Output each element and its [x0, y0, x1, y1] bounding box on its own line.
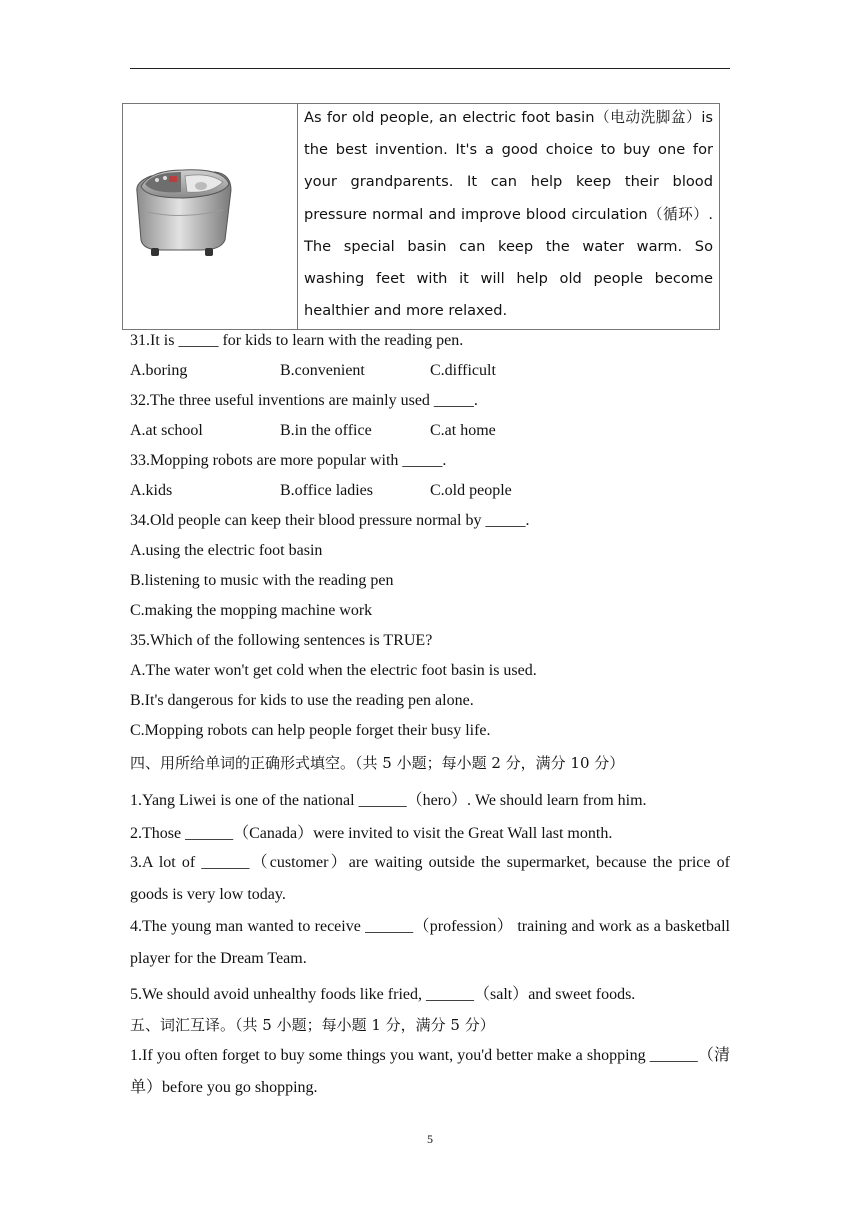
question-32-stem: 32.The three useful inventions are mainly used _____. [130, 392, 478, 409]
section-5-heading: 五、词汇互译。（共 5 小题；每小题 1 分，满分 5 分） [130, 1016, 495, 1034]
section-4-item-3: 3.A lot of ______（customer）are waiting outside the supermarket, because the price of goods is very low today. [130, 854, 730, 903]
question-34-option-b: B.listening to music with the reading pen [130, 572, 394, 589]
question-31-option-a: A.boring [130, 362, 188, 379]
question-32-option-b: B.in the office [280, 422, 372, 439]
question-35-option-c: C.Mopping robots can help people forget their busy life. [130, 722, 491, 739]
question-31-option-c: C.difficult [430, 362, 496, 379]
section-4-heading: 四、用所给单词的正确形式填空。（共 5 小题；每小题 2 分，满分 10 分） [130, 754, 625, 772]
section-5-item-1: 1.If you often forget to buy some things you want, you'd better make a shopping ______（清单）before you go shopping. [130, 1047, 730, 1096]
question-34-option-c: C.making the mopping machine work [130, 602, 373, 619]
passage-text-cell [298, 104, 719, 329]
section-4-item-4: 4.The young man wanted to receive ______（profession） training and work as a basketball player for the Dream Team. [130, 918, 730, 967]
header-rule [130, 68, 730, 69]
question-32-option-c: C.at home [430, 422, 496, 439]
foot-basin-image [131, 162, 235, 262]
passage-text: As for old people, an electric foot basin（电动洗脚盆）is the best invention. It's a good choice to buy one for your grandparents. It can help keep their blood pressure normal and improve blood circulation（循环）. The special basin can keep the water warm. So washing feet with it will help old people become healthier and more relaxed. [304, 109, 713, 320]
question-33-option-b: B.office ladies [280, 482, 374, 499]
question-33-stem: 33.Mopping robots are more popular with _____. [130, 452, 447, 469]
section-4-item-1: 1.Yang Liwei is one of the national ______（hero）. We should learn from him. [130, 792, 647, 809]
question-33-option-c: C.old people [430, 482, 512, 499]
question-35-option-a: A.The water won't get cold when the electric foot basin is used. [130, 662, 537, 679]
section-4-item-5: 5.We should avoid unhealthy foods like fried, ______（salt）and sweet foods. [130, 986, 636, 1003]
question-32-option-a: A.at school [130, 422, 203, 439]
question-31-stem: 31.It is _____ for kids to learn with the reading pen. [130, 332, 464, 349]
passage-image-cell [123, 104, 298, 329]
question-31-option-b: B.convenient [280, 362, 365, 379]
passage-table [122, 103, 720, 330]
question-34-stem: 34.Old people can keep their blood pressure normal by _____. [130, 512, 530, 529]
page-number: 5 [427, 1132, 433, 1146]
question-34-option-a: A.using the electric foot basin [130, 542, 323, 559]
question-35-stem: 35.Which of the following sentences is TRUE? [130, 632, 433, 649]
question-35-option-b: B.It's dangerous for kids to use the reading pen alone. [130, 692, 474, 709]
section-4-item-2: 2.Those ______（Canada）were invited to visit the Great Wall last month. [130, 825, 613, 842]
question-33-option-a: A.kids [130, 482, 173, 499]
